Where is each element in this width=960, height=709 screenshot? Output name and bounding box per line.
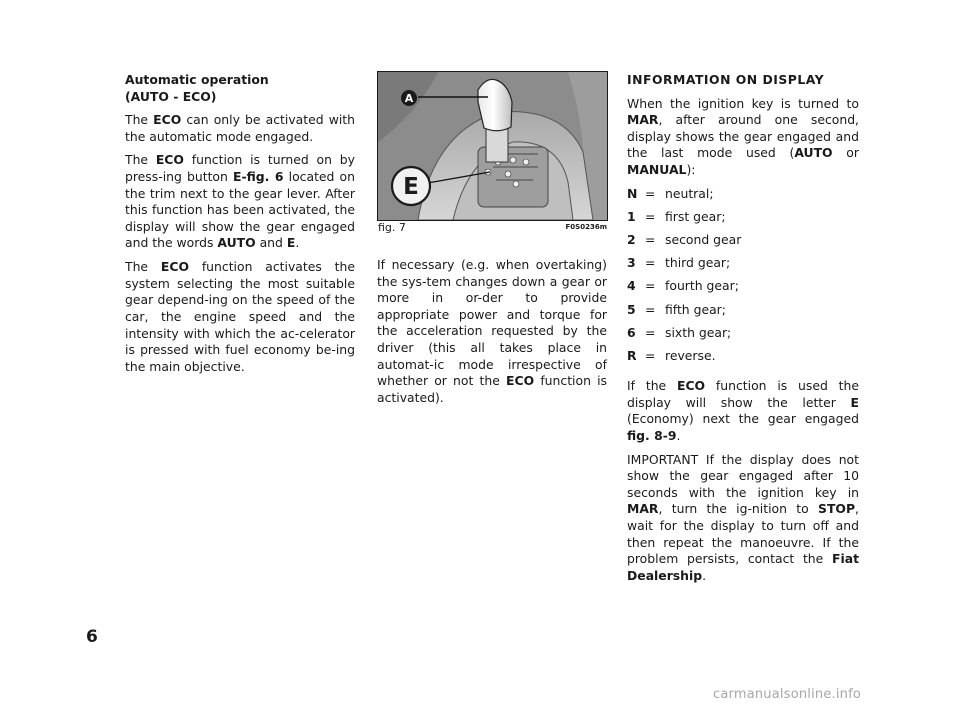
page-number: 6 [86, 627, 98, 647]
svg-text:E: E [403, 174, 419, 200]
paragraph-important: IMPORTANT If the display does not show the gear engaged after 10 seconds with the ignition key in MAR, turn the ig-nition to STOP, wait for the display to turn off and then repeat the manoeuvre. If the problem persists, contact the Fiat Dealership. [627, 451, 859, 583]
figure-caption: fig. 7 [378, 221, 406, 234]
watermark: carmanualsonline.info [713, 687, 862, 702]
left-column [125, 72, 355, 382]
list-item: R = reverse. [627, 347, 716, 363]
right-column [627, 72, 859, 591]
section-heading [125, 72, 355, 105]
eco-button-callout [392, 167, 430, 205]
paragraph-eco-function: The ECO function activates the system selecting the most suitable gear depend-ing on the speed of the car, the engine speed and the intensity with which the ac-celerator is pressed with fuel economy be-ing the main objective. [125, 259, 356, 374]
list-item: N = neutral; [627, 185, 714, 201]
figure-caption-row [377, 221, 607, 235]
paragraph-eco-activation: The ECO can only be activated with the automatic mode engaged. [125, 112, 355, 144]
info-display-title: INFORMATION ON DISPLAY [627, 72, 825, 87]
list-item: 4 = fourth gear; [627, 278, 739, 294]
gear-lever-illustration [378, 72, 607, 220]
paragraph-display-intro: When the ignition key is turned to MAR, after around one second, display shows the gear engaged and the last mode used (AUTO or MANUAL): [627, 95, 859, 178]
heading-line-2: (AUTO - ECO) [125, 88, 217, 104]
list-item: 1 = first gear; [627, 208, 726, 224]
paragraph-eco-button: The ECO function is turned on by press-ing button E-fig. 6 located on the trim next to the gear lever. After this function has been activated, the display will show the gear engaged and the words AUTO and E. [125, 152, 355, 251]
list-item: 3 = third gear; [627, 255, 731, 271]
paragraph-eco-display: If the ECO function is used the display will show the letter E (Economy) next the gear engaged fig. 8-9. [627, 378, 859, 443]
svg-text:A: A [404, 92, 414, 105]
list-item: 2 = second gear [627, 232, 742, 248]
gear-lever-figure [377, 71, 608, 221]
list-item: 5 = fifth gear; [627, 301, 726, 317]
gear-list [627, 186, 859, 372]
callout-a-badge [401, 90, 417, 106]
paragraph-overtaking: If necessary (e.g. when overtaking) the sys-tem changes down a gear or more in or-der to provide appropriate power and torque for the acceleration requested by the driver (this all takes place in automat-ic mode irrespective of whether or not the ECO function is activated). [377, 257, 607, 405]
figure-code: F0S0236m [565, 223, 607, 231]
list-item: 6 = sixth gear; [627, 324, 732, 340]
middle-column [377, 257, 607, 413]
heading-line-1: Automatic operation [125, 72, 269, 87]
